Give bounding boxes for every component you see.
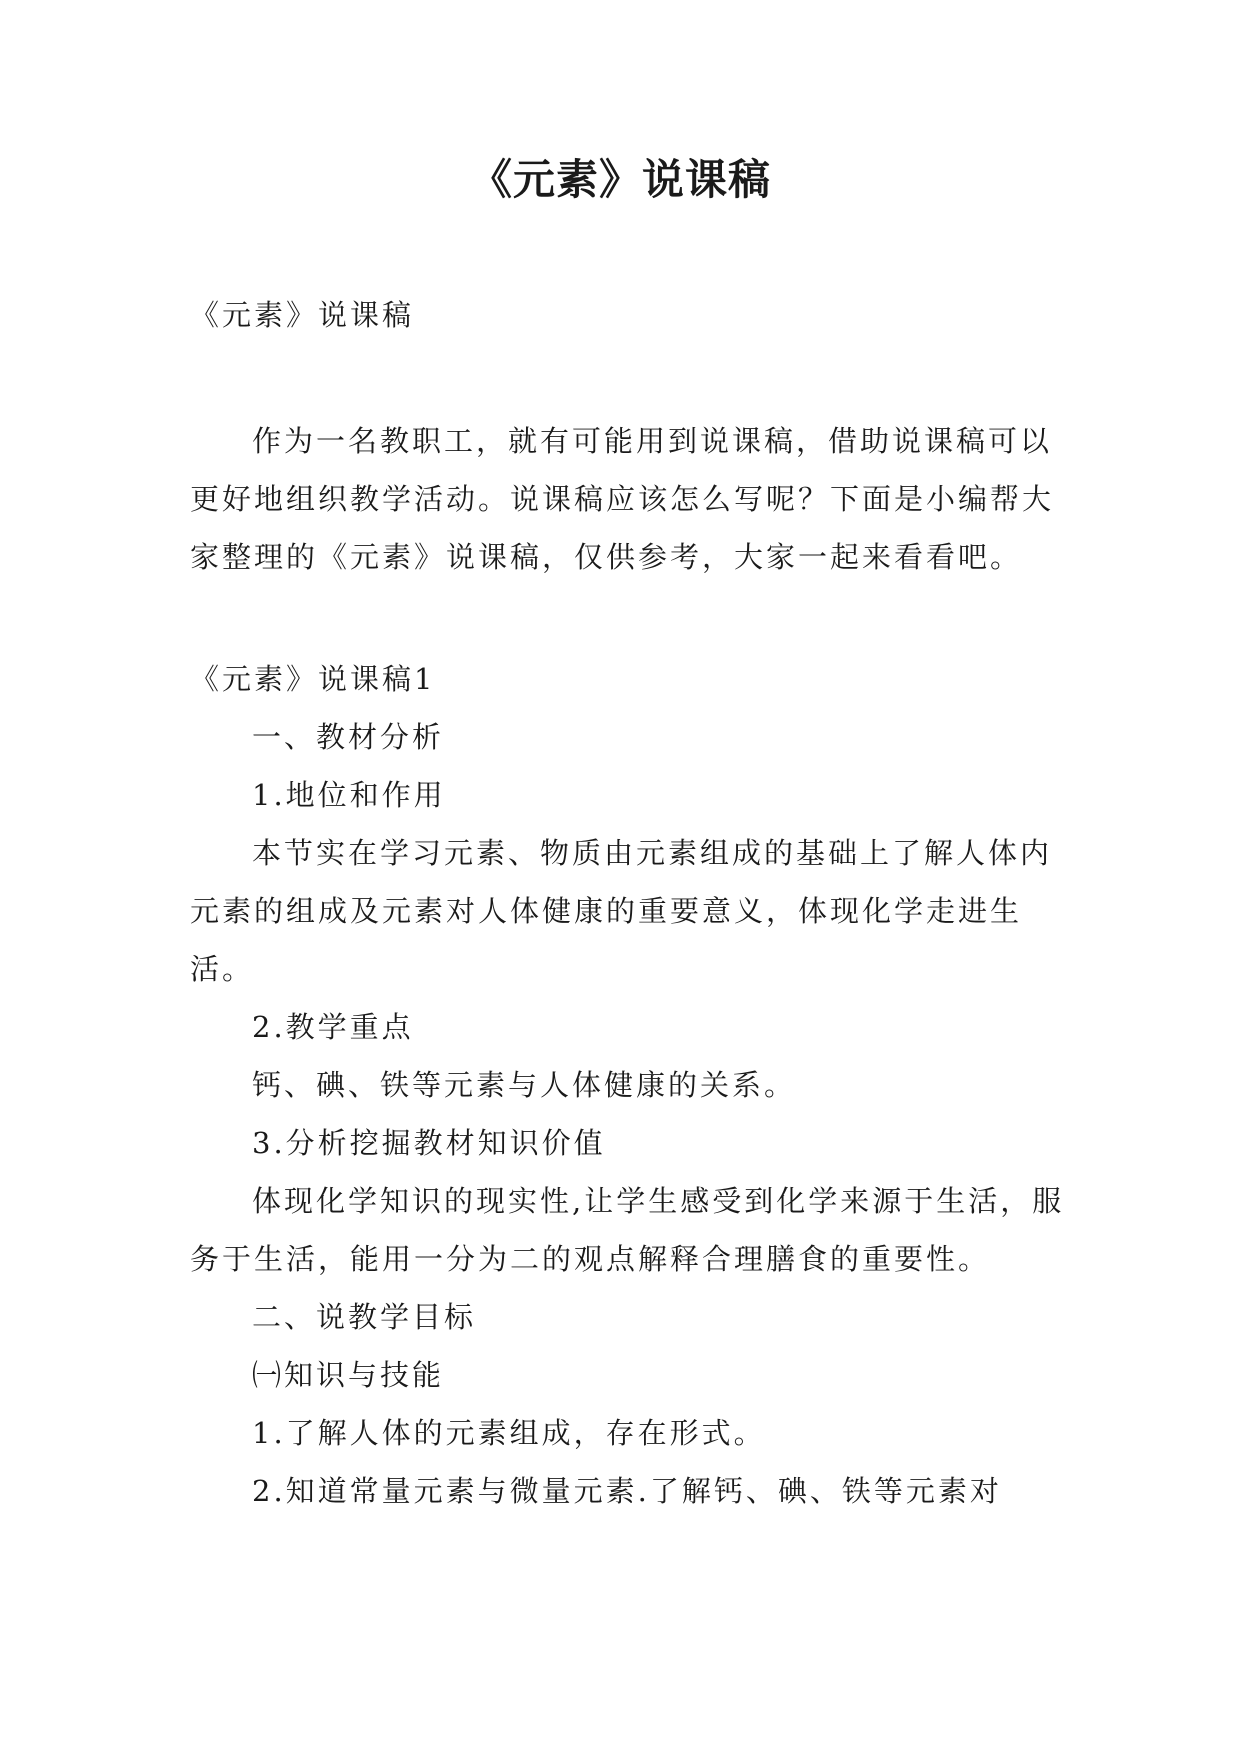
document-title: 《元素》说课稿 — [469, 155, 771, 204]
section-heading: 二、说教学目标 — [252, 1300, 477, 1334]
body-paragraph: 钙、碘、铁等元素与人体健康的关系。 — [252, 1068, 797, 1102]
subheading: 2.教学重点 — [252, 1010, 414, 1044]
list-item: 2.知道常量元素与微量元素.了解钙、碘、铁等元素对 — [252, 1474, 1002, 1508]
subheading: 1.地位和作用 — [252, 778, 446, 812]
list-item: 1.了解人体的元素组成，存在形式。 — [252, 1416, 766, 1450]
document-body — [190, 286, 1070, 1520]
subheading: ㈠知识与技能 — [252, 1358, 445, 1392]
body-paragraph: 本节实在学习元素、物质由元素组成的基础上了解人体内元素的组成及元素对人体健康的重要意义，体现化学走进生活。 — [190, 836, 1053, 986]
intro-paragraph: 作为一名教职工，就有可能用到说课稿，借助说课稿可以更好地组织教学活动。说课稿应该怎么写呢？下面是小编帮大家整理的《元素》说课稿，仅供参考，大家一起来看看吧。 — [190, 424, 1055, 574]
subheading: 3.分析挖掘教材知识价值 — [252, 1126, 606, 1160]
document-subtitle: 《元素》说课稿 — [190, 298, 415, 332]
body-paragraph: 体现化学知识的现实性,让学生感受到化学来源于生活，服务于生活，能用一分为二的观点解释合理膳食的重要性。 — [190, 1184, 1065, 1276]
section-title: 《元素》说课稿1 — [190, 662, 436, 696]
section-heading: 一、教材分析 — [252, 720, 445, 754]
